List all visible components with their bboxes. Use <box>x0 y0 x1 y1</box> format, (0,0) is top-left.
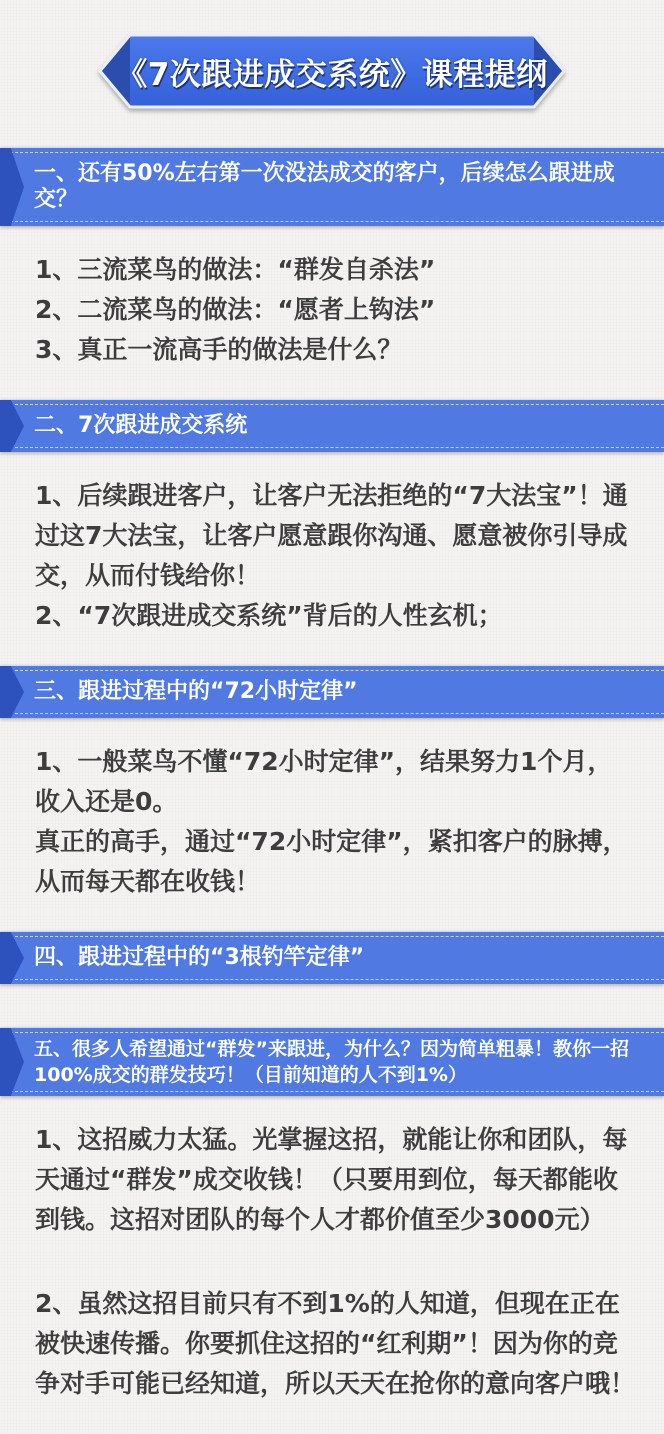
section-heading-band <box>0 666 664 718</box>
section-body <box>0 226 664 400</box>
section-4 <box>0 932 664 1028</box>
outline-item: 2、“7次跟进成交系统”背后的人性玄机； <box>35 601 503 630</box>
section-heading: 二、7次跟进成交系统 <box>34 413 248 438</box>
section-heading: 五、很多人希望通过“群发”来跟进，为什么？因为简单粗暴！教你一招100%成交的群发技巧！（目前知道的人不到1%） <box>34 1038 629 1086</box>
outline-item: 1、三流菜鸟的做法：“群发自杀法” <box>35 255 436 284</box>
section-heading-band <box>0 148 664 226</box>
section-heading-band <box>0 1028 664 1096</box>
chevron-right-icon <box>0 148 24 226</box>
section-3 <box>0 666 664 932</box>
section-body <box>0 984 664 1028</box>
section-heading: 三、跟进过程中的“72小时定律” <box>34 679 358 704</box>
outline-item: 1、后续跟进客户，让客户无法拒绝的“7大法宝”！通过这7大法宝，让客户愿意跟你沟通、愿意被你引导成交，从而付钱给你！ <box>35 481 628 590</box>
outline-item: 2、二流菜鸟的做法：“愿者上钩法” <box>35 295 436 324</box>
outline-item: 1、一般菜鸟不懂“72小时定律”，结果努力1个月，收入还是0。 <box>35 747 613 816</box>
section-body <box>0 1096 664 1434</box>
outline-item: 1、这招威力太猛。光掌握这招，就能让你和团队，每天通过“群发”成交收钱！（只要用到位，每天都能收到钱。这招对团队的每个人才都价值至少3000元） <box>35 1125 628 1234</box>
chevron-right-icon <box>0 932 24 984</box>
section-heading: 一、还有50%左右第一次没法成交的客户，后续怎么跟进成交？ <box>34 161 615 212</box>
page-title: 《7次跟进成交系统》课程提纲 <box>116 56 548 93</box>
sections-container <box>0 148 664 1434</box>
section-body <box>0 452 664 666</box>
section-2 <box>0 400 664 666</box>
section-heading: 四、跟进过程中的“3根钓竿定律” <box>34 945 365 970</box>
outline-item: 3、真正一流高手的做法是什么？ <box>35 335 403 364</box>
chevron-right-icon <box>0 400 24 452</box>
chevron-right-icon <box>0 666 24 718</box>
section-5 <box>0 1028 664 1434</box>
outline-item: 真正的高手，通过“72小时定律”，紧扣客户的脉搏，从而每天都在收钱！ <box>35 827 628 896</box>
section-body <box>0 718 664 932</box>
chevron-right-icon <box>0 1028 24 1096</box>
outline-item: 2、虽然这招目前只有不到1%的人知道，但现在正在被快速传播。你要抓住这招的“红利期”！因为你的竞争对手可能已经知道，所以天天在抢你的意向客户哦！ <box>35 1289 636 1398</box>
section-heading-band <box>0 932 664 984</box>
section-1 <box>0 148 664 400</box>
section-heading-band <box>0 400 664 452</box>
title-banner <box>97 30 567 112</box>
